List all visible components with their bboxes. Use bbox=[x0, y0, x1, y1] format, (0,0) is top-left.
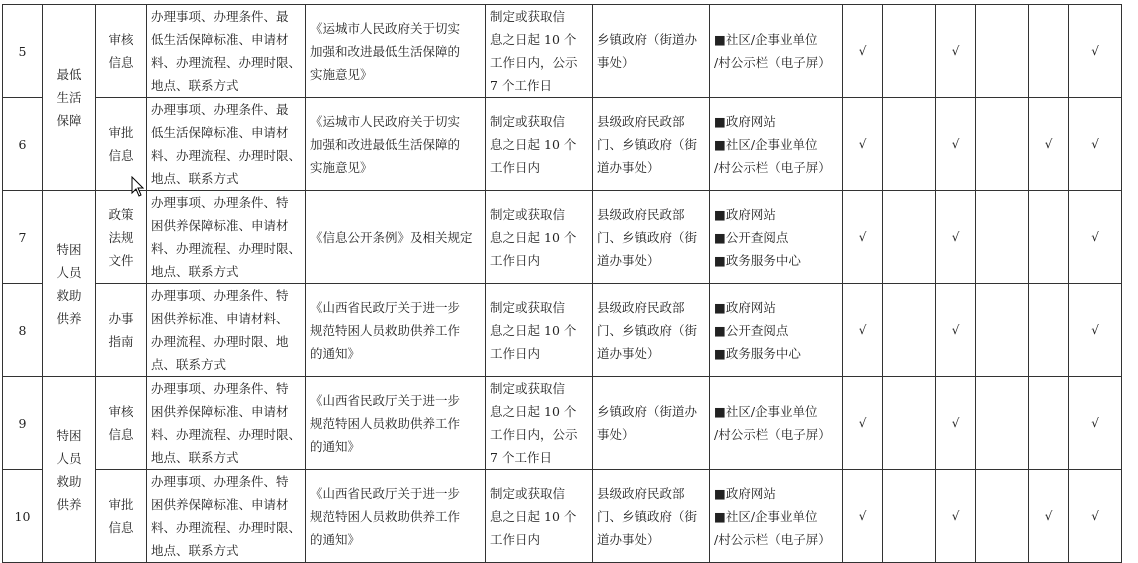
check-cell: √ bbox=[1069, 377, 1122, 470]
check-cell: √ bbox=[1029, 470, 1069, 563]
time-limit-cell bbox=[486, 191, 593, 284]
cell-line: 息之日起 10 个 bbox=[490, 404, 577, 419]
cell-line: ■公开查阅点 bbox=[714, 322, 789, 338]
cell-line: 门、乡镇政府（街 bbox=[597, 229, 698, 245]
category-cell bbox=[43, 191, 96, 377]
cell-line: 制定或获取信 bbox=[490, 9, 566, 24]
disclosure-table bbox=[2, 4, 1122, 563]
cell-line: 特困 bbox=[56, 427, 82, 443]
cell-line: 料、办理流程、办理时限、 bbox=[151, 148, 302, 163]
cell-line: 制定或获取信 bbox=[490, 381, 566, 396]
cell-line: 低生活保障标准、申请材 bbox=[151, 32, 289, 47]
cell-line: 事处） bbox=[597, 427, 635, 442]
cell-line: 《山西省民政厅关于进一步 bbox=[310, 485, 461, 501]
check-cell bbox=[883, 377, 936, 470]
cell-line: 实施意见》 bbox=[310, 66, 373, 82]
cell-line: 办理事项、办理条件、特 bbox=[151, 381, 289, 396]
check-cell bbox=[976, 98, 1029, 191]
cell-line: /村公示栏（电子屏） bbox=[714, 427, 831, 442]
cell-line: 规范特困人员救助供养工作 bbox=[310, 415, 461, 431]
cell-line: 救助 bbox=[56, 473, 82, 489]
cell-line: 点、联系方式 bbox=[151, 357, 227, 372]
check-cell bbox=[1029, 5, 1069, 98]
table-row bbox=[3, 98, 1122, 191]
cell-line: 门、乡镇政府（街 bbox=[597, 508, 698, 524]
cell-line: 最低 bbox=[56, 67, 82, 82]
cell-line: 供养 bbox=[56, 496, 82, 512]
cell-line: 的通知》 bbox=[310, 438, 361, 454]
cell-line: 《运城市人民政府关于切实 bbox=[310, 113, 461, 129]
cell-line: 困供养保障标准、申请材 bbox=[151, 497, 289, 512]
cell-line: 的通知》 bbox=[310, 531, 361, 547]
cell-line: ■社区/企事业单位 bbox=[714, 508, 818, 524]
content-cell bbox=[147, 377, 306, 470]
cell-line: 低生活保障标准、申请材 bbox=[151, 125, 289, 140]
cell-line: 办理事项、办理条件、最 bbox=[151, 102, 289, 117]
cell-line: 料、办理流程、办理时限、 bbox=[151, 241, 302, 256]
cell-line: 道办事处） bbox=[597, 159, 660, 175]
cell-line: 地点、联系方式 bbox=[151, 264, 239, 279]
content-cell bbox=[147, 5, 306, 98]
time-limit-cell bbox=[486, 98, 593, 191]
cell-line: ■政府网站 bbox=[714, 113, 776, 129]
basis-cell bbox=[306, 377, 486, 470]
cell-line: 文件 bbox=[108, 252, 134, 268]
check-cell: √ bbox=[1029, 98, 1069, 191]
channel-cell bbox=[710, 5, 843, 98]
content-cell bbox=[147, 98, 306, 191]
cell-line: /村公示栏（电子屏） bbox=[714, 159, 831, 175]
cell-line: 供养 bbox=[56, 310, 82, 326]
check-cell: √ bbox=[1069, 284, 1122, 377]
category-cell bbox=[43, 377, 96, 563]
cell-line: ■政府网站 bbox=[714, 299, 776, 315]
responsible-body-cell bbox=[593, 191, 710, 284]
cell-line: 制定或获取信 bbox=[490, 485, 566, 501]
responsible-body-cell bbox=[593, 377, 710, 470]
cell-line: 困供养保障标准、申请材 bbox=[151, 404, 289, 419]
check-cell bbox=[883, 5, 936, 98]
cell-line: 工作日内 bbox=[490, 345, 541, 361]
cell-line: 办事 bbox=[108, 311, 134, 326]
channel-cell bbox=[710, 377, 843, 470]
cell-line: 加强和改进最低生活保障的 bbox=[310, 136, 461, 152]
check-cell bbox=[883, 191, 936, 284]
cell-line: 《运城市人民政府关于切实 bbox=[310, 20, 461, 36]
cell-line: 制定或获取信 bbox=[490, 299, 566, 315]
check-cell bbox=[883, 284, 936, 377]
cell-line: ■社区/企事业单位 bbox=[714, 136, 818, 152]
basis-cell bbox=[306, 284, 486, 377]
responsible-body-cell bbox=[593, 284, 710, 377]
content-cell bbox=[147, 470, 306, 563]
check-cell: √ bbox=[1069, 98, 1122, 191]
basis-cell bbox=[306, 191, 486, 284]
cell-line: 息之日起 10 个 bbox=[490, 229, 577, 245]
channel-cell bbox=[710, 191, 843, 284]
check-cell bbox=[1029, 284, 1069, 377]
check-cell: √ bbox=[843, 377, 883, 470]
row-number: 8 bbox=[3, 284, 43, 377]
cell-line: 道办事处） bbox=[597, 345, 660, 361]
cell-line: 工作日内，公示 bbox=[490, 55, 578, 70]
cell-line: 办理流程、办理时限、地 bbox=[151, 334, 289, 349]
row-number: 5 bbox=[3, 5, 43, 98]
cell-line: 地点、联系方式 bbox=[151, 450, 239, 465]
cell-line: 料、办理流程、办理时限、 bbox=[151, 427, 302, 442]
cell-line: ■政府网站 bbox=[714, 206, 776, 222]
cell-line: 道办事处） bbox=[597, 531, 660, 547]
cell-line: ■政府网站 bbox=[714, 485, 776, 501]
cell-line: 县级政府民政部 bbox=[597, 113, 685, 129]
table-row bbox=[3, 191, 1122, 284]
cell-line: 规范特困人员救助供养工作 bbox=[310, 508, 461, 524]
check-cell: √ bbox=[936, 284, 976, 377]
subject-cell bbox=[96, 470, 147, 563]
cell-line: 保障 bbox=[56, 113, 82, 128]
cell-line: ■社区/企事业单位 bbox=[714, 404, 818, 419]
cell-line: 人员 bbox=[56, 264, 82, 280]
cell-line: 门、乡镇政府（街 bbox=[597, 322, 698, 338]
cell-line: 审核 bbox=[108, 32, 134, 47]
cell-line: 审核 bbox=[108, 404, 134, 419]
check-cell bbox=[976, 5, 1029, 98]
cell-line: 息之日起 10 个 bbox=[490, 136, 577, 152]
cell-line: 门、乡镇政府（街 bbox=[597, 136, 698, 152]
cell-line: 困供养标准、申请材料、 bbox=[151, 311, 289, 326]
content-cell bbox=[147, 284, 306, 377]
check-cell: √ bbox=[843, 98, 883, 191]
check-cell: √ bbox=[1069, 5, 1122, 98]
cell-line: 法规 bbox=[108, 229, 134, 245]
cell-line: /村公示栏（电子屏） bbox=[714, 55, 831, 70]
cell-line: /村公示栏（电子屏） bbox=[714, 531, 831, 547]
responsible-body-cell bbox=[593, 98, 710, 191]
cell-line: 工作日内 bbox=[490, 531, 541, 547]
check-cell bbox=[883, 98, 936, 191]
table-row bbox=[3, 284, 1122, 377]
responsible-body-cell bbox=[593, 470, 710, 563]
check-cell: √ bbox=[843, 191, 883, 284]
cell-line: 规范特困人员救助供养工作 bbox=[310, 322, 461, 338]
cell-line: 制定或获取信 bbox=[490, 206, 566, 222]
cell-line: 息之日起 10 个 bbox=[490, 322, 577, 338]
mouse-cursor-icon bbox=[131, 176, 145, 198]
check-cell: √ bbox=[936, 377, 976, 470]
cell-line: 地点、联系方式 bbox=[151, 78, 239, 93]
cell-line: 事处） bbox=[597, 55, 635, 70]
cell-line: 县级政府民政部 bbox=[597, 299, 685, 315]
cell-line: 信息 bbox=[108, 427, 134, 442]
cell-line: 料、办理流程、办理时限、 bbox=[151, 55, 302, 70]
time-limit-cell bbox=[486, 470, 593, 563]
channel-cell bbox=[710, 470, 843, 563]
cell-line: 信息 bbox=[108, 55, 134, 70]
row-number: 9 bbox=[3, 377, 43, 470]
cell-line: 审批 bbox=[108, 125, 134, 140]
check-cell: √ bbox=[843, 5, 883, 98]
cell-line: ■政务服务中心 bbox=[714, 345, 801, 361]
check-cell bbox=[976, 284, 1029, 377]
check-cell bbox=[976, 470, 1029, 563]
cell-line: 《信息公开条例》及相关规定 bbox=[310, 229, 473, 245]
table-row bbox=[3, 377, 1122, 470]
cell-line: 加强和改进最低生活保障的 bbox=[310, 43, 461, 59]
check-cell: √ bbox=[936, 5, 976, 98]
check-cell: √ bbox=[1069, 470, 1122, 563]
check-cell: √ bbox=[936, 470, 976, 563]
content-cell bbox=[147, 191, 306, 284]
cell-line: 县级政府民政部 bbox=[597, 206, 685, 222]
subject-cell bbox=[96, 284, 147, 377]
table-row bbox=[3, 470, 1122, 563]
basis-cell bbox=[306, 98, 486, 191]
check-cell bbox=[976, 191, 1029, 284]
cell-line: 特困 bbox=[56, 241, 82, 257]
cell-line: 的通知》 bbox=[310, 345, 361, 361]
cell-line: 地点、联系方式 bbox=[151, 171, 239, 186]
cell-line: 7 个工作日 bbox=[490, 78, 552, 93]
basis-cell bbox=[306, 5, 486, 98]
cell-line: 息之日起 10 个 bbox=[490, 508, 577, 524]
cell-line: 料、办理流程、办理时限、 bbox=[151, 520, 302, 535]
time-limit-cell bbox=[486, 5, 593, 98]
cell-line: 7 个工作日 bbox=[490, 450, 552, 465]
cell-line: 乡镇政府（街道办 bbox=[597, 32, 698, 47]
row-number: 6 bbox=[3, 98, 43, 191]
cell-line: 办理事项、办理条件、最 bbox=[151, 9, 289, 24]
check-cell bbox=[1029, 377, 1069, 470]
cell-line: 县级政府民政部 bbox=[597, 485, 685, 501]
cell-line: ■社区/企事业单位 bbox=[714, 32, 818, 47]
check-cell: √ bbox=[936, 191, 976, 284]
cell-line: ■政务服务中心 bbox=[714, 252, 801, 268]
cell-line: 生活 bbox=[56, 90, 82, 105]
cell-line: ■公开查阅点 bbox=[714, 229, 789, 245]
cell-line: 指南 bbox=[108, 334, 134, 349]
cell-line: 办理事项、办理条件、特 bbox=[151, 195, 289, 210]
subject-cell bbox=[96, 5, 147, 98]
cell-line: 《山西省民政厅关于进一步 bbox=[310, 299, 461, 315]
cell-line: 信息 bbox=[108, 520, 134, 535]
row-number: 10 bbox=[3, 470, 43, 563]
check-cell: √ bbox=[1069, 191, 1122, 284]
time-limit-cell bbox=[486, 377, 593, 470]
cell-line: 制定或获取信 bbox=[490, 113, 566, 129]
cell-line: 人员 bbox=[56, 450, 82, 466]
check-cell: √ bbox=[843, 470, 883, 563]
responsible-body-cell bbox=[593, 5, 710, 98]
cell-line: 道办事处） bbox=[597, 252, 660, 268]
table-row bbox=[3, 5, 1122, 98]
cell-line: 困供养保障标准、申请材 bbox=[151, 218, 289, 233]
check-cell: √ bbox=[936, 98, 976, 191]
cell-line: 息之日起 10 个 bbox=[490, 32, 577, 47]
time-limit-cell bbox=[486, 284, 593, 377]
subject-cell bbox=[96, 191, 147, 284]
check-cell bbox=[1029, 191, 1069, 284]
channel-cell bbox=[710, 98, 843, 191]
check-cell bbox=[976, 377, 1029, 470]
cell-line: 实施意见》 bbox=[310, 159, 373, 175]
cell-line: 工作日内 bbox=[490, 159, 541, 175]
row-number: 7 bbox=[3, 191, 43, 284]
check-cell bbox=[883, 470, 936, 563]
check-cell: √ bbox=[843, 284, 883, 377]
cell-line: 地点、联系方式 bbox=[151, 543, 239, 558]
cell-line: 办理事项、办理条件、特 bbox=[151, 288, 289, 303]
cell-line: 政策 bbox=[108, 206, 134, 222]
cell-line: 信息 bbox=[108, 148, 134, 163]
cell-line: 办理事项、办理条件、特 bbox=[151, 474, 289, 489]
channel-cell bbox=[710, 284, 843, 377]
cell-line: 救助 bbox=[56, 287, 82, 303]
subject-cell bbox=[96, 377, 147, 470]
basis-cell bbox=[306, 470, 486, 563]
cell-line: 工作日内，公示 bbox=[490, 427, 578, 442]
cell-line: 审批 bbox=[108, 497, 134, 512]
cell-line: 《山西省民政厅关于进一步 bbox=[310, 392, 461, 408]
category-cell bbox=[43, 5, 96, 191]
cell-line: 工作日内 bbox=[490, 252, 541, 268]
cell-line: 乡镇政府（街道办 bbox=[597, 404, 698, 419]
